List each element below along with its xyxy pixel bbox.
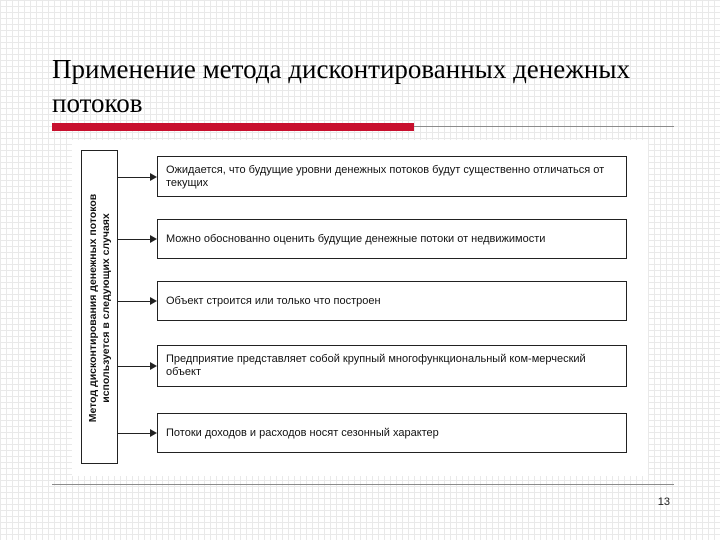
page-number: 13 xyxy=(657,496,670,508)
slide-title: Применение метода дисконтированных денежных потоков xyxy=(52,54,630,118)
side-label-box xyxy=(81,150,118,464)
side-label: Метод дисконтирования денежных потоков используется в следующих случаях xyxy=(87,193,112,423)
arrow-2 xyxy=(118,239,151,240)
arrow-4 xyxy=(118,366,151,367)
arrow-3 xyxy=(118,301,151,302)
diagram-item-2: Можно обоснованно оценить будущие денежные потоки от недвижимости xyxy=(157,219,627,259)
diagram-item-3: Объект строится или только что построен xyxy=(157,281,627,321)
diagram-item-4: Предприятие представляет собой крупный многофункциональный ком-мерческий объект xyxy=(157,345,627,387)
title-underline-rule xyxy=(414,126,674,127)
title-underline-accent xyxy=(52,123,414,131)
footer-rule xyxy=(52,484,674,485)
arrow-1 xyxy=(118,177,151,178)
arrow-5 xyxy=(118,433,151,434)
diagram-item-1: Ожидается, что будущие уровни денежных потоков будут существенно отличаться от текущих xyxy=(157,156,627,197)
diagram-item-5: Потоки доходов и расходов носят сезонный характер xyxy=(157,413,627,453)
